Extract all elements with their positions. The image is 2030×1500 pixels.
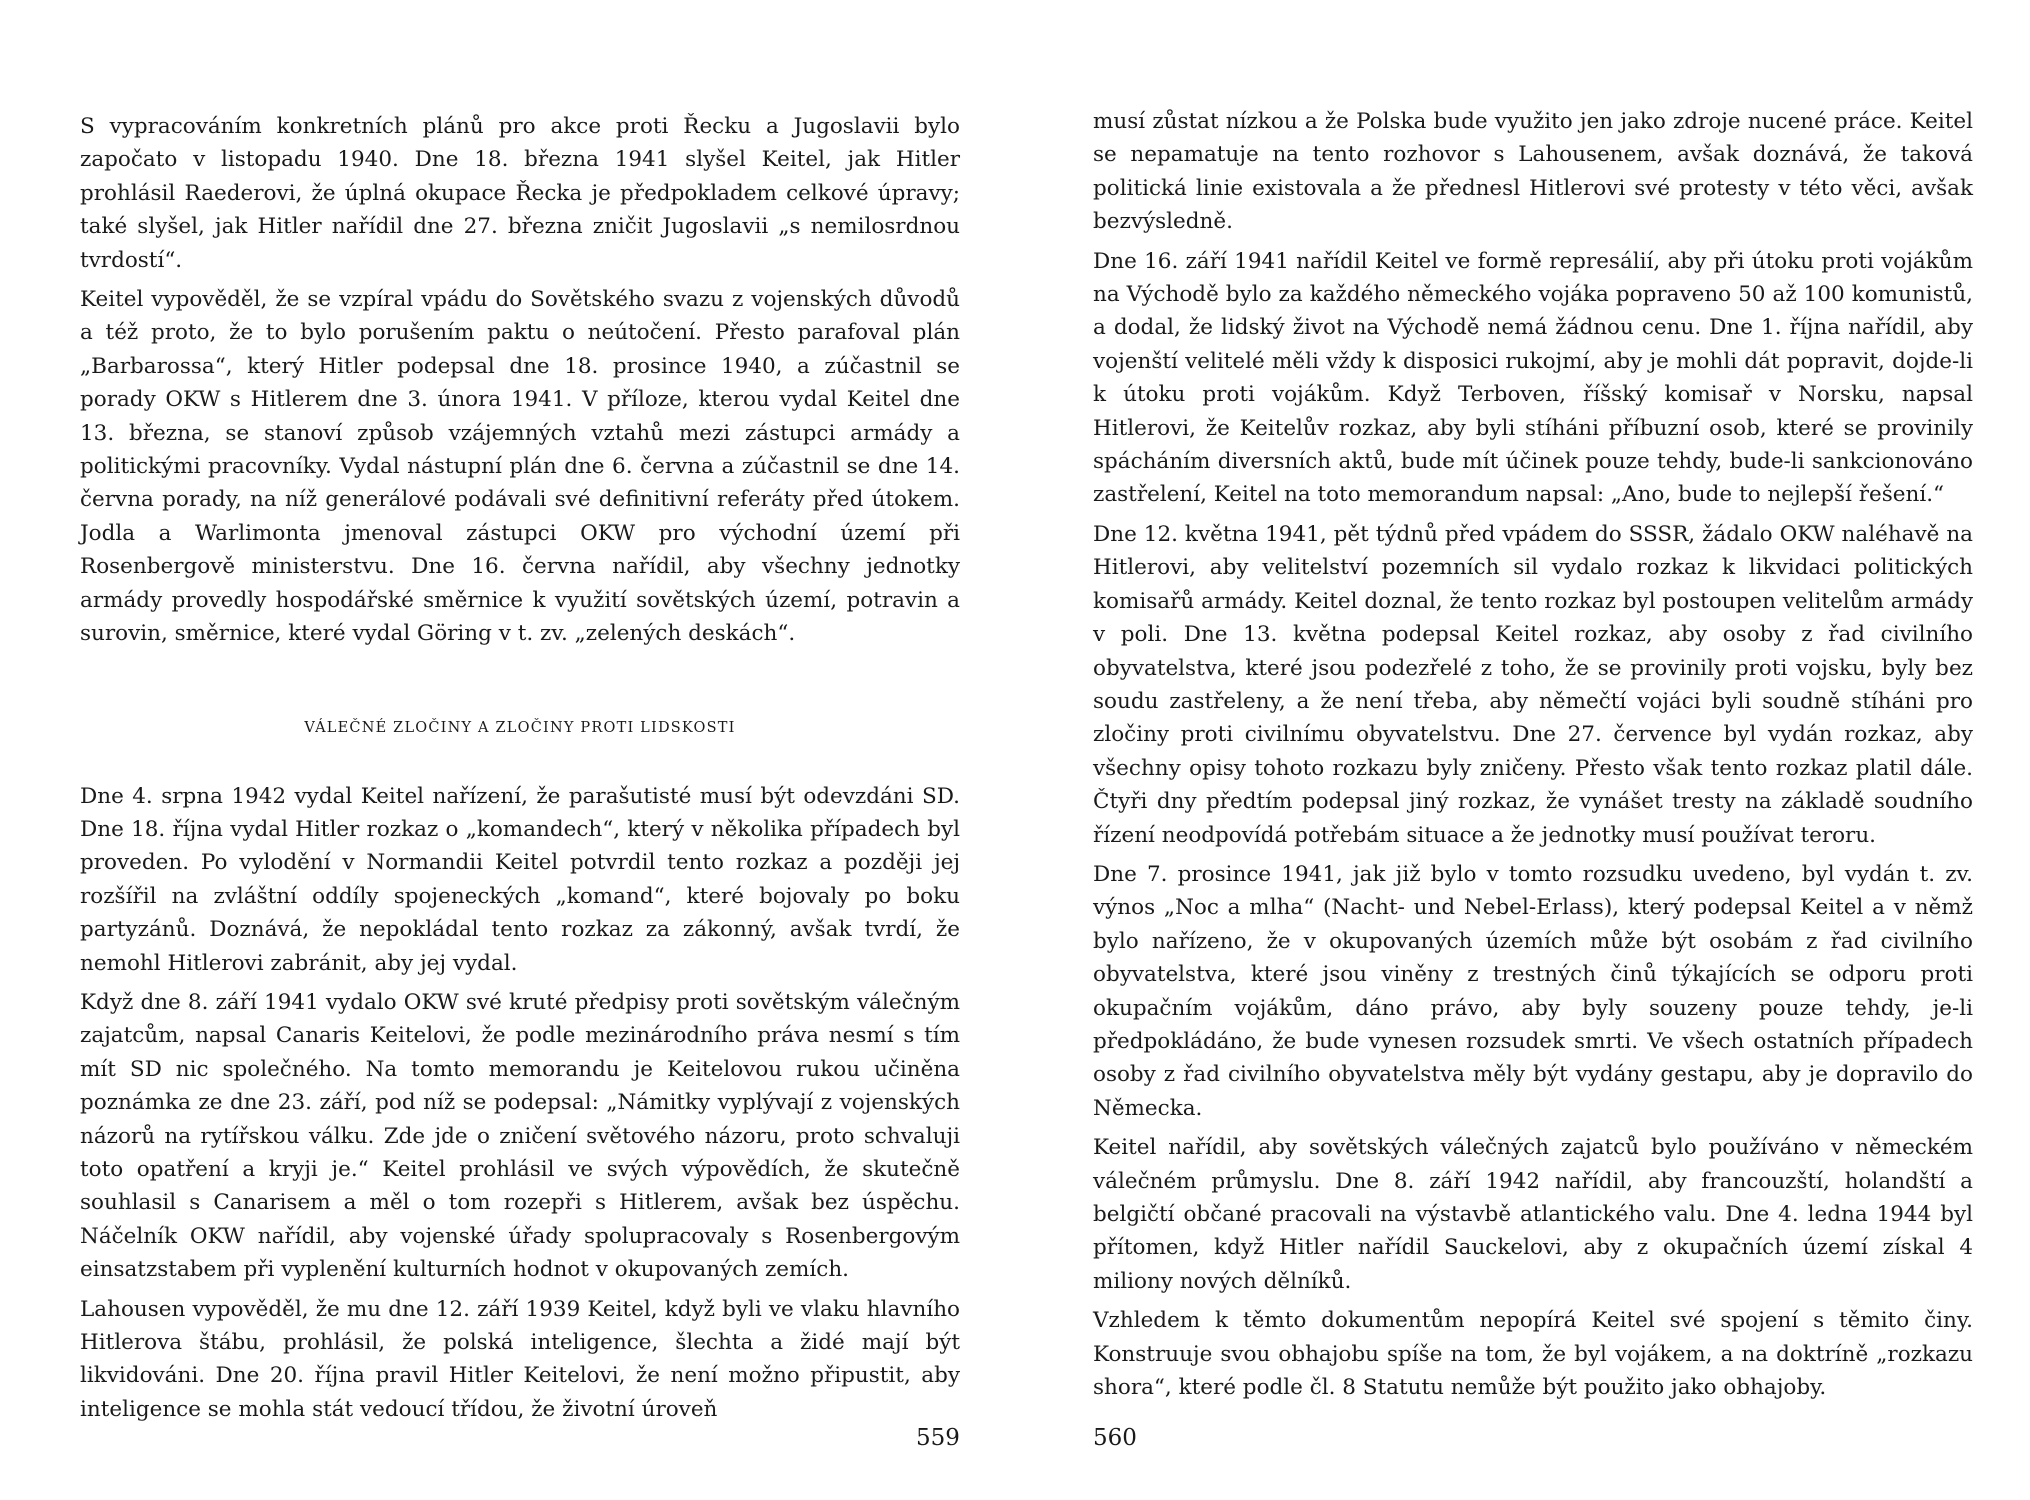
right-page: [1015, 0, 2030, 1500]
paragraph: S vypracováním konkretních plánů pro akce proti Řecku a Jugoslavii bylo započato v listopadu 1940. Dne 18. března 1941 slyšel Keitel, jak Hitler prohlásil Raederovi, že úplná okupace Řecka je předpokladem celkové úpravy; také slyšel, jak Hitler nařídil dne 27. března zničit Jugoslavii „s nemilosrdnou tvrdostí“.: [80, 114, 960, 273]
page-number: 559: [916, 1425, 960, 1451]
left-page-text: [80, 110, 960, 1432]
section-heading: VÁLEČNÉ ZLOČINY A ZLOČINY PROTI LIDSKOSTI: [304, 719, 736, 736]
paragraph: Keitel nařídil, aby sovětských válečných zajatců bylo používáno v německém válečném průmyslu. Dne 8. září 1942 nařídil, aby francouzští, holandští a belgičtí občané pracovali na výstavbě atlantického valu. Dne 4. ledna 1944 byl přítomen, když Hitler nařídil Sauckelovi, aby z okupačních území získal 4 miliony nových dělníků.: [1093, 1135, 1973, 1294]
paragraph: Dne 4. srpna 1942 vydal Keitel nařízení, že parašutisté musí být odevzdáni SD. Dne 18. října vydal Hitler rozkaz o „komandech“, který v několika případech byl proveden. Po vylodění v Normandii Keitel potvrdil tento rozkaz a později jej rozšířil na zvláštní oddíly spojeneckých „komand“, které bojovaly po boku partyzánů. Doznává, že nepokládal tento rozkaz za zákonný, avšak tvrdí, že nemohl Hitlerovi zabránit, aby jej vydal.: [80, 783, 960, 976]
paragraph: Dne 16. září 1941 nařídil Keitel ve formě represálií, aby při útoku proti vojákům na Východě bylo za každého německého vojáka popraveno 50 až 100 komunistů, a dodal, že lidský život na Východě nemá žádnou cenu. Dne 1. října nařídil, aby vojenští velitelé měli vždy k disposici rukojmí, aby je mohli dát popravit, dojde-li k útoku proti vojákům. Když Terboven, říšský komisař v Norsku, napsal Hitlerovi, že Keitelův rozkaz, aby byli stíháni příbuzní osob, které se provinily spácháním diversních aktů, bude mít účinek pouze tehdy, bude-li sankcionováno zastřelení, Keitel na toto memorandum napsal: „Ano, bude to nejlepší řešení.“: [1093, 248, 1973, 508]
paragraph: Keitel vypověděl, že se vzpíral vpádu do Sovětského svazu z vojenských důvodů a též proto, že to bylo porušením paktu o neútočení. Přesto parafoval plán „Barbarossa“, který Hitler podepsal dne 18. prosince 1940, a zúčastnil se porady OKW s Hitlerem dne 3. února 1941. V příloze, kterou vydal Keitel dne 13. března, se stanoví způsob vzájemných vztahů mezi zástupci armády a politickými pracovníky. Vydal nástupní plán dne 6. června a zúčastnil se dne 14. června porady, na níž generálové podávali své definitivní referáty před útokem. Jodla a Warlimonta jmenoval zástupci OKW pro východní území při Rosenbergově ministerstvu. Dne 16. června nařídil, aby všechny jednotky armády provedly hospodářské směrnice k využití sovětských území, potravin a surovin, směrnice, které vydal Göring v t. zv. „zelených deskách“.: [80, 287, 960, 647]
paragraph: Dne 7. prosince 1941, jak již bylo v tomto rozsudku uvedeno, byl vydán t. zv. výnos „Noc a mlha“ (Nacht- und Nebel-Erlass), který podepsal Keitel a v němž bylo nařízeno, že v okupovaných územích může být osobám z řad civilního obyvatelstva, které jsou viněny z trestných činů týkajících se odporu proti okupačním vojákům, dáno právo, aby byly souzeny pouze tehdy, je-li předpokládáno, že bude vynesen rozsudek smrti. Ve všech ostatních případech osoby z řad civilního obyvatelstva měly být vydány gestapu, aby je dopravilo do Německa.: [1093, 861, 1973, 1121]
paragraph: Když dne 8. září 1941 vydalo OKW své kruté předpisy proti sovětským válečným zajatcům, napsal Canaris Keitelovi, že podle mezinárodního práva nesmí s tím mít SD nic společného. Na tomto memorandu je Keitelovou rukou učiněna poznámka ze dne 23. září, pod níž se podepsal: „Námitky vyplývají z vojenských názorů na rytířskou válku. Zde jde o zničení světového názoru, proto schvaluji toto opatření a kryji je.“ Keitel prohlásil ve svých výpovědích, že skutečně souhlasil s Canarisem a měl o tom rozepři s Hitlerem, avšak bez úspěchu. Náčelník OKW nařídil, aby vojenské úřady spolupracovaly s Rosenbergovým einsatzstabem při vyplenění kulturních hodnot v okupovaných zemích.: [80, 989, 960, 1283]
paragraph: Vzhledem k těmto dokumentům nepopírá Keitel své spojení s těmito činy. Konstruuje svou obhajobu spíše na tom, že byl vojákem, a na doktríně „rozkazu shora“, které podle čl. 8 Statutu nemůže být použito jako obhajoby.: [1093, 1308, 1973, 1401]
paragraph: musí zůstat nízkou a že Polska bude využito jen jako zdroje nucené práce. Keitel se nepamatuje na tento rozhovor s Lahousenem, avšak doznává, že taková politická linie existovala a že přednesl Hitlerovi své protesty v této věci, avšak bezvýsledně.: [1093, 109, 1973, 235]
page-number: 560: [1093, 1425, 1137, 1451]
right-page-text: [1093, 105, 1973, 1410]
paragraph: Dne 12. května 1941, pět týdnů před vpádem do SSSR, žádalo OKW naléhavě na Hitlerovi, aby velitelství pozemních sil vydalo rozkaz k likvidaci politických komisařů armády. Keitel doznal, že tento rozkaz byl postoupen velitelům armády v poli. Dne 13. května podepsal Keitel rozkaz, aby osoby z řad civilního obyvatelstva, které jsou podezřelé z toho, že se provinily proti vojsku, byly bez soudu zastřeleny, a že není třeba, aby němečtí vojáci byli soudně stíháni pro zločiny proti civilnímu obyvatelstvu. Dne 27. července byl vydán rozkaz, aby všechny opisy tohoto rozkazu byly zničeny. Přesto však tento rozkaz platil dále. Čtyři dny předtím podepsal jiný rozkaz, že vynášet tresty na základě soudního řízení neodpovídá potřebám situace a že jednotky musí používat teroru.: [1093, 521, 1973, 848]
paragraph: Lahousen vypověděl, že mu dne 12. září 1939 Keitel, když byli ve vlaku hlavního Hitlerova štábu, prohlásil, že polská inteligence, šlechta a židé mají být likvidováni. Dne 20. října pravil Hitler Keitelovi, že není možno připustit, aby inteligence se mohla stát vedoucí třídou, že životní úroveň: [80, 1296, 960, 1422]
